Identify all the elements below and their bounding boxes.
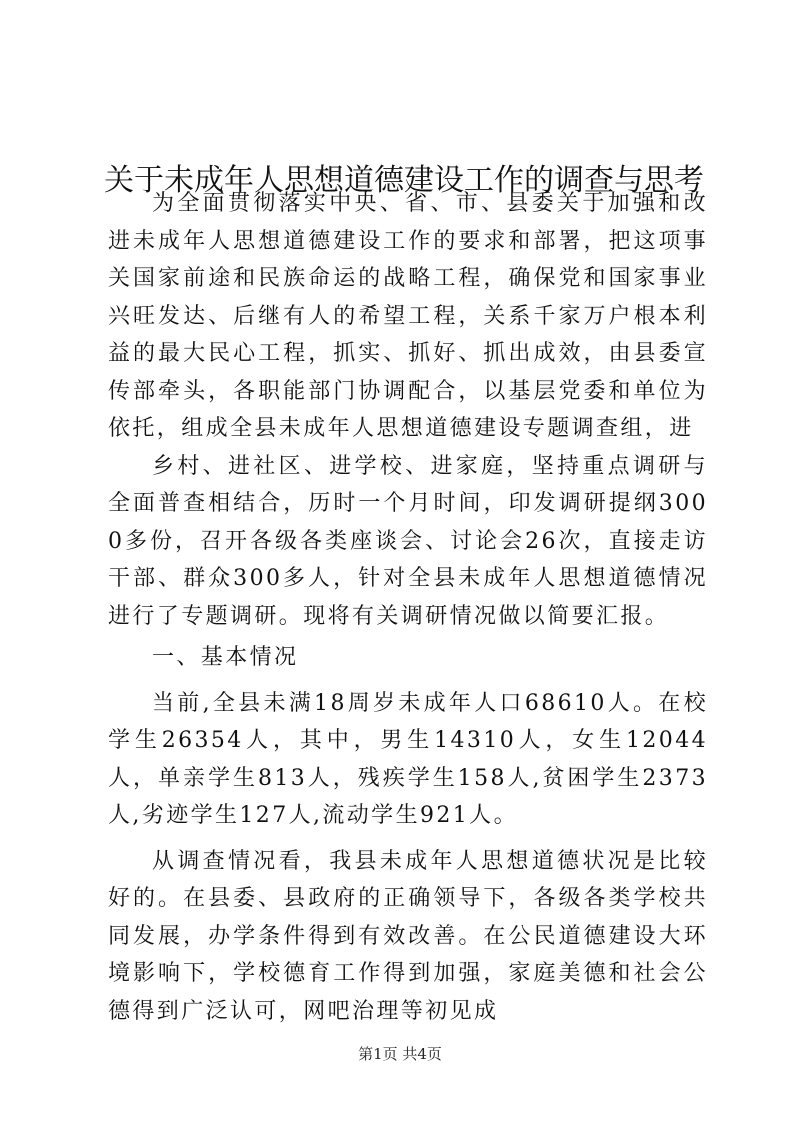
section-heading-basic-situation: 一、基本情况 [152, 645, 299, 670]
document-body [108, 185, 708, 1030]
document-title: 关于未成年人思想道德建设工作的调查与思考 [104, 163, 704, 199]
paragraph-intro-continued: 乡村、进社区、进学校、进家庭，坚持重点调研与全面普查相结合，历时一个月时间，印发调研提纲3000多份，召开各级各类座谈会、讨论会26次，直接走访干部、群众300多人，针对全县未成年人思想道德情况进行了专题调研。现将有关调研情况做以简要汇报。 [108, 453, 708, 629]
paragraph-intro: 为全面贯彻落实中央、省、市、县委关于加强和改进未成年人思想道德建设工作的要求和部署，把这项事关国家前途和民族命运的战略工程，确保党和国家事业兴旺发达、后继有人的希望工程，关系千家万户根本利益的最大民心工程，抓实、抓好、抓出成效，由县委宣传部牵头，各职能部门协调配合，以基层党委和单位为依托，组成全县未成年人思想道德建设专题调查组，进 [108, 191, 708, 441]
paragraph-statistics: 当前,全县未满18周岁未成年人口68610人。在校学生26354人，其中，男生14310人，女生12044人，单亲学生813人，残疾学生158人,贫困学生2373人,劣迹学生127人,流动学生921人。 [108, 690, 708, 828]
page-number-footer: 第1页 共4页 [358, 1045, 442, 1063]
paragraph-survey-findings: 从调查情况看，我县未成年人思想道德状况是比较好的。在县委、县政府的正确领导下，各级各类学校共同发展，办学条件得到有效改善。在公民道德建设大环境影响下，学校德育工作得到加强，家庭美德和社会公德得到广泛认可，网吧治理等初见成 [108, 848, 708, 1024]
